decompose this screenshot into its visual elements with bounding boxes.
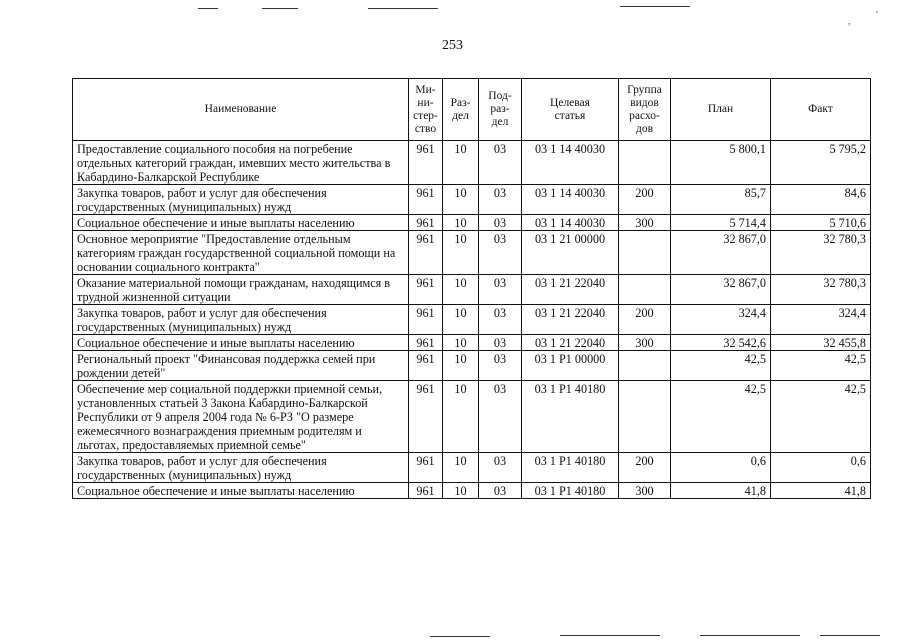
cell-fact: 324,4 (771, 305, 871, 335)
cell-name: Обеспечение мер социальной поддержки приемной семьи, установленных статьей 3 Закона Кабардино-Балкарской Республики от 9 апреля 2004 года № 6-РЗ "О размере ежемесячного вознаграждения приемным родителям и льготах, предоставляемых приемной семье" (73, 381, 409, 453)
cell-section: 10 (443, 185, 479, 215)
scan-mark-top-2 (262, 8, 298, 9)
header-fact: Факт (771, 79, 871, 141)
cell-section: 10 (443, 351, 479, 381)
cell-fact: 42,5 (771, 381, 871, 453)
cell-expense-group (619, 275, 671, 305)
cell-section: 10 (443, 305, 479, 335)
table-row (73, 483, 871, 499)
table-row (73, 351, 871, 381)
cell-section: 10 (443, 141, 479, 185)
cell-plan: 42,5 (671, 381, 771, 453)
scan-mark-bottom-4 (820, 635, 880, 636)
cell-target-article: 03 1 P1 40180 (522, 381, 619, 453)
header-ministry-text: Ми- ни- стер- ство (413, 83, 438, 135)
cell-plan: 5 714,4 (671, 215, 771, 231)
cell-subsection: 03 (479, 351, 522, 381)
cell-target-article: 03 1 P1 00000 (522, 351, 619, 381)
cell-ministry: 961 (409, 231, 443, 275)
cell-fact: 5 795,2 (771, 141, 871, 185)
scan-speck-right-1: , (848, 16, 851, 27)
cell-ministry: 961 (409, 215, 443, 231)
cell-name: Региональный проект "Финансовая поддержка семей при рождении детей" (73, 351, 409, 381)
cell-name: Основное мероприятие "Предоставление отдельным категориям граждан государственной социальной помощи на основании социального контракта" (73, 231, 409, 275)
cell-name: Социальное обеспечение и иные выплаты населению (73, 215, 409, 231)
table-row (73, 141, 871, 185)
cell-subsection: 03 (479, 275, 522, 305)
header-ministry (409, 79, 443, 141)
cell-ministry: 961 (409, 453, 443, 483)
cell-name: Закупка товаров, работ и услуг для обеспечения государственных (муниципальных) нужд (73, 305, 409, 335)
cell-subsection: 03 (479, 141, 522, 185)
scan-mark-top-4 (620, 6, 690, 7)
cell-section: 10 (443, 381, 479, 453)
table-row (73, 275, 871, 305)
cell-name: Предоставление социального пособия на погребение отдельных категорий граждан, имевших место жительства в Кабардино-Балкарской Республике (73, 141, 409, 185)
header-expense-group-text: Группа видов расхо- дов (627, 83, 662, 135)
budget-table (72, 78, 871, 499)
scan-mark-top-3 (368, 8, 438, 9)
cell-subsection: 03 (479, 453, 522, 483)
cell-target-article: 03 1 14 40030 (522, 185, 619, 215)
cell-subsection: 03 (479, 185, 522, 215)
cell-target-article: 03 1 21 00000 (522, 231, 619, 275)
cell-name: Социальное обеспечение и иные выплаты населению (73, 483, 409, 499)
header-subsection-text: Под- раз- дел (488, 90, 512, 128)
scan-mark-bottom-2 (560, 635, 660, 636)
cell-plan: 324,4 (671, 305, 771, 335)
header-plan: План (671, 79, 771, 141)
cell-fact: 42,5 (771, 351, 871, 381)
cell-ministry: 961 (409, 305, 443, 335)
cell-fact: 84,6 (771, 185, 871, 215)
cell-section: 10 (443, 335, 479, 351)
cell-plan: 32 867,0 (671, 275, 771, 305)
cell-ministry: 961 (409, 483, 443, 499)
cell-expense-group: 200 (619, 185, 671, 215)
cell-plan: 32 867,0 (671, 231, 771, 275)
cell-plan: 42,5 (671, 351, 771, 381)
cell-subsection: 03 (479, 215, 522, 231)
table-row (73, 215, 871, 231)
cell-expense-group: 200 (619, 453, 671, 483)
scan-mark-top-1 (198, 8, 218, 9)
header-section-text: Раз- дел (450, 96, 471, 122)
cell-expense-group (619, 231, 671, 275)
scan-mark-bottom-1 (430, 636, 490, 637)
cell-plan: 41,8 (671, 483, 771, 499)
header-target-article (522, 79, 619, 141)
cell-section: 10 (443, 453, 479, 483)
header-section (443, 79, 479, 141)
cell-name: Социальное обеспечение и иные выплаты населению (73, 335, 409, 351)
cell-ministry: 961 (409, 351, 443, 381)
cell-expense-group (619, 351, 671, 381)
cell-section: 10 (443, 231, 479, 275)
cell-plan: 85,7 (671, 185, 771, 215)
table-row (73, 305, 871, 335)
table-row (73, 453, 871, 483)
cell-expense-group: 300 (619, 483, 671, 499)
cell-target-article: 03 1 21 22040 (522, 335, 619, 351)
cell-target-article: 03 1 21 22040 (522, 305, 619, 335)
cell-ministry: 961 (409, 141, 443, 185)
cell-fact: 32 780,3 (771, 275, 871, 305)
cell-expense-group (619, 141, 671, 185)
cell-subsection: 03 (479, 381, 522, 453)
header-subsection (479, 79, 522, 141)
header-target-article-text: Целевая статья (550, 96, 590, 122)
scan-speck-right-2: ′ (876, 10, 879, 21)
table-row (73, 381, 871, 453)
cell-subsection: 03 (479, 305, 522, 335)
cell-name: Закупка товаров, работ и услуг для обеспечения государственных (муниципальных) нужд (73, 185, 409, 215)
cell-fact: 32 780,3 (771, 231, 871, 275)
cell-expense-group: 300 (619, 215, 671, 231)
cell-ministry: 961 (409, 335, 443, 351)
table-row (73, 185, 871, 215)
cell-section: 10 (443, 275, 479, 305)
cell-section: 10 (443, 483, 479, 499)
header-name: Наименование (73, 79, 409, 141)
cell-plan: 0,6 (671, 453, 771, 483)
cell-name: Оказание материальной помощи гражданам, находящимся в трудной жизненной ситуации (73, 275, 409, 305)
scan-mark-bottom-3 (700, 635, 800, 636)
cell-target-article: 03 1 14 40030 (522, 141, 619, 185)
table-row (73, 335, 871, 351)
cell-expense-group: 300 (619, 335, 671, 351)
header-expense-group (619, 79, 671, 141)
cell-ministry: 961 (409, 275, 443, 305)
cell-target-article: 03 1 14 40030 (522, 215, 619, 231)
page-number: 253 (442, 38, 463, 53)
cell-expense-group: 200 (619, 305, 671, 335)
table-row (73, 231, 871, 275)
cell-section: 10 (443, 215, 479, 231)
cell-name: Закупка товаров, работ и услуг для обеспечения государственных (муниципальных) нужд (73, 453, 409, 483)
cell-target-article: 03 1 P1 40180 (522, 483, 619, 499)
cell-target-article: 03 1 P1 40180 (522, 453, 619, 483)
cell-ministry: 961 (409, 381, 443, 453)
cell-fact: 0,6 (771, 453, 871, 483)
cell-target-article: 03 1 21 22040 (522, 275, 619, 305)
cell-fact: 32 455,8 (771, 335, 871, 351)
cell-plan: 5 800,1 (671, 141, 771, 185)
cell-subsection: 03 (479, 231, 522, 275)
cell-fact: 41,8 (771, 483, 871, 499)
cell-expense-group (619, 381, 671, 453)
cell-subsection: 03 (479, 483, 522, 499)
cell-plan: 32 542,6 (671, 335, 771, 351)
cell-subsection: 03 (479, 335, 522, 351)
cell-ministry: 961 (409, 185, 443, 215)
cell-fact: 5 710,6 (771, 215, 871, 231)
